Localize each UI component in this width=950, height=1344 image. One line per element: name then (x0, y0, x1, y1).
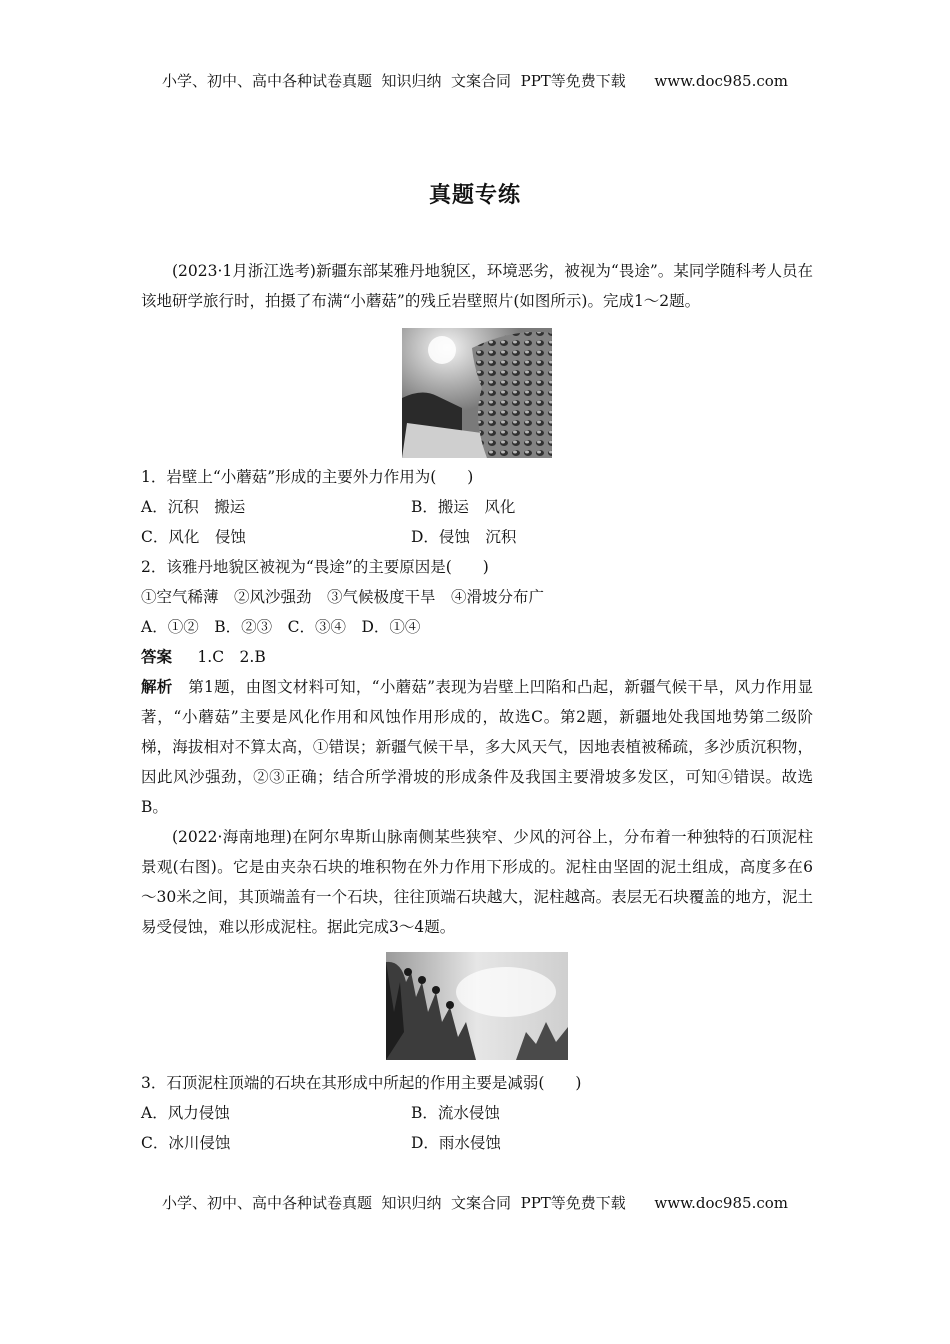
question-1-options-row2 (141, 522, 813, 552)
header-banner: 小学、初中、高中各种试卷真题 知识归纳 文案合同 PPT等免费下载 www.doc985.com (161, 72, 788, 90)
analysis-paragraph (141, 672, 813, 822)
passage-1: (2023·1月浙江选考)新疆东部某雅丹地貌区，环境恶劣，被视为“畏途”。某同学随科考人员在该地研学旅行时，拍摄了布满“小蘑菇”的残丘岩壁照片(如图所示)。完成1～2题。 (141, 262, 813, 310)
q3-option-b: B．流水侵蚀 (411, 1104, 500, 1122)
analysis-text: 第1题，由图文材料可知，“小蘑菇”表现为岩壁上凹陷和凸起，新疆气候干旱，风力作用显著，“小蘑菇”主要是风化作用和风蚀作用形成的，故选C。第2题，新疆地处我国地势第二级阶梯，海拔相对不算太高，①错误；新疆气候干旱，多大风天气，因地表植被稀疏，多沙质沉积物，因此风沙强劲，②③正确；结合所学滑坡的形成条件及我国主要滑坡多发区，可知④错误。故选B。 (141, 678, 813, 816)
footer-banner: 小学、初中、高中各种试卷真题 知识归纳 文案合同 PPT等免费下载 www.doc985.com (161, 1194, 788, 1212)
analysis-label: 解析 (141, 678, 173, 696)
q3-option-d: D．雨水侵蚀 (411, 1134, 501, 1152)
answer-text: 1.C 2.B (197, 648, 266, 666)
question-1-options-row1 (141, 492, 813, 522)
q3-option-c: C．冰川侵蚀 (141, 1134, 231, 1152)
question-2-stem: 2．该雅丹地貌区被视为“畏途”的主要原因是( ) (141, 558, 489, 576)
question-3-options-row1 (141, 1098, 813, 1128)
q1-option-c: C．风化 侵蚀 (141, 528, 246, 546)
q3-option-a: A．风力侵蚀 (141, 1104, 230, 1122)
question-2-items: ①空气稀薄 ②风沙强劲 ③气候极度干旱 ④滑坡分布广 (141, 588, 545, 606)
q1-option-d: D．侵蚀 沉积 (411, 528, 517, 546)
q1-option-a: A．沉积 搬运 (141, 498, 246, 516)
answer-label: 答案 (141, 648, 173, 666)
document-body (141, 256, 813, 1158)
figure-rock-wall-photo (402, 328, 552, 458)
question-2-options: A．①② B．②③ C．③④ D．①④ (141, 618, 421, 636)
question-3-stem: 3．石顶泥柱顶端的石块在其形成中所起的作用主要是减弱( ) (141, 1074, 582, 1092)
question-1-stem: 1．岩壁上“小蘑菇”形成的主要外力作用为( ) (141, 468, 474, 486)
question-3-options-row2 (141, 1128, 813, 1158)
q1-option-b: B．搬运 风化 (411, 498, 516, 516)
page-title: 真题专练 (428, 183, 521, 208)
answer-line (141, 642, 813, 672)
passage-2: (2022·海南地理)在阿尔卑斯山脉南侧某些狭窄、少风的河谷上，分布着一种独特的石顶泥柱景观(右图)。它是由夹杂石块的堆积物在外力作用下形成的。泥柱由坚固的泥土组成，高度多在6～30米之间，其顶端盖有一个石块，往往顶端石块越大，泥柱越高。表层无石块覆盖的地方，泥土易受侵蚀，难以形成泥柱。据此完成3～4题。 (141, 828, 813, 936)
figure-earth-pillars-photo (386, 952, 568, 1060)
